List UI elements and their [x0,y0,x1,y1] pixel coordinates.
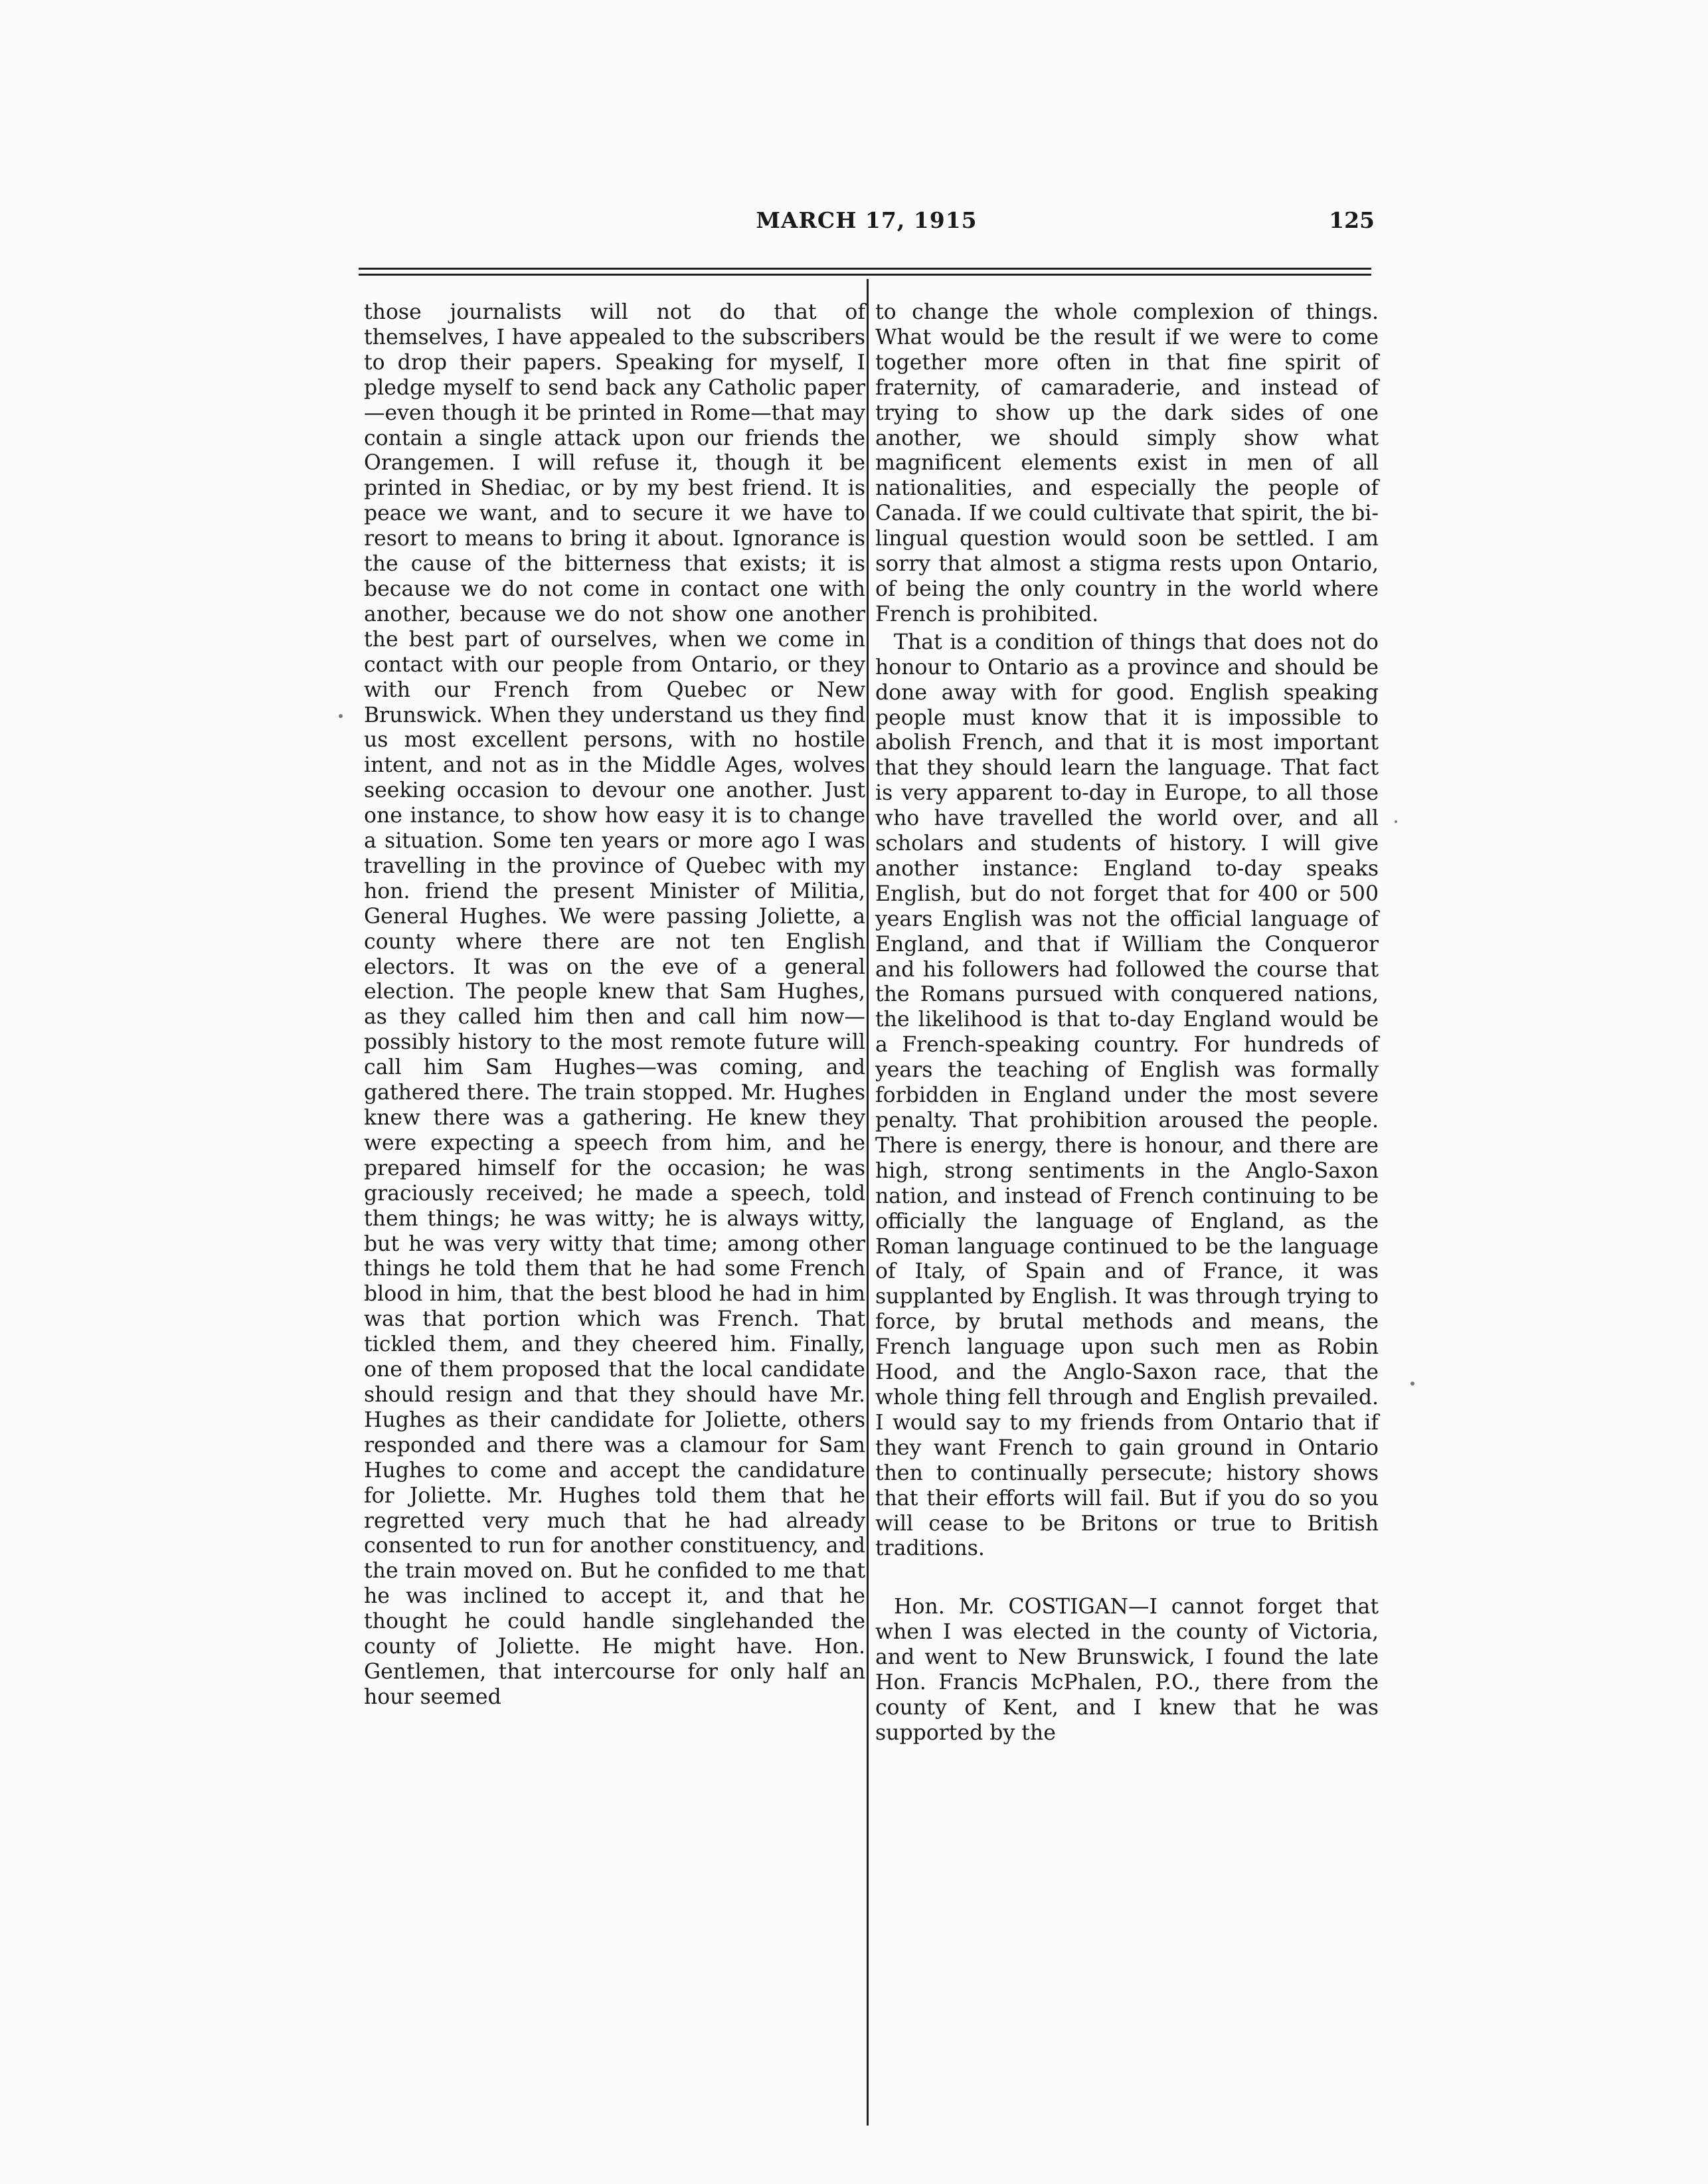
page-header [359,207,1375,247]
left-column [364,300,865,1710]
left-column-paragraph: those journalists will not do that of themselves, I have appealed to the subscribers to drop their papers. Speaking for myself, I pledge myself to send back any Catholic paper—even though it be printed in Rome—that may contain a single attack upon our friends the Orangemen. I will refuse it, though it be printed in Shediac, or by my best friend. It is peace we want, and to secure it we have to resort to means to bring it about. Ignorance is the cause of the bitterness that exists; it is because we do not come in contact one with another, because we do not show one another the best part of ourselves, when we come in contact with our people from Ontario, or they with our French from Quebec or New Brunswick. When they understand us they find us most excellent persons, with no hostile intent, and not as in the Middle Ages, wolves seeking occasion to devour one another. Just one instance, to show how easy it is to change a situation. Some ten years or more ago I was travelling in the province of Quebec with my hon. friend the present Minister of Militia, General Hughes. We were passing Joliette, a county where there are not ten English electors. It was on the eve of a general election. The people knew that Sam Hughes, as they called him then and call him now—possibly history to the most remote future will call him Sam Hughes—was coming, and gathered there. The train stopped. Mr. Hughes knew there was a gathering. He knew they were expecting a speech from him, and he prepared himself for the occasion; he was graciously received; he made a speech, told them things; he was witty; he is always witty, but he was very witty that time; among other things he told them that he had some French blood in him, that the best blood he had in him was that portion which was French. That tickled them, and they cheered him. Finally, one of them proposed that the local candidate should resign and that they should have Mr. Hughes as their candidate for Joliette, others responded and there was a clamour for Sam Hughes to come and accept the candidature for Joliette. Mr. Hughes told them that he regretted very much that he had already consented to run for another constituency, and the train moved on. But he confided to me that he was inclined to accept it, and that he thought he could handle singlehanded the county of Joliette. He might have. Hon. Gentlemen, that intercourse for only half an hour seemed [364,300,865,1709]
scan-speck [339,714,343,718]
header-rule-top [359,268,1371,270]
scan-speck [1395,820,1397,823]
column-divider [867,279,869,2126]
costigan-speech-paragraph: Hon. Mr. COSTIGAN—I cannot forget that when I was elected in the county of Victoria, and went to New Brunswick, I found the late Hon. Francis McPhalen, P.O., there from the county of Kent, and I knew that he was supported by the [875,1595,1379,1745]
right-column [875,300,1379,1746]
right-column-paragraph-1: to change the whole complexion of things. What would be the result if we were to come together more often in that fine spirit of fraternity, of camaraderie, and instead of trying to show up the dark sides of one another, we should simply show what magnificent elements exist in men of all nationalities, and especially the people of Canada. If we could cultivate that spirit, the bi-lingual question would soon be settled. I am sorry that almost a stigma rests upon Ontario, of being the only country in the world where French is prohibited. [875,300,1379,626]
page-date-title: MARCH 17, 1915 [756,207,978,233]
right-column-paragraph-2: That is a condition of things that does not do honour to Ontario as a province and should be done away with for good. English speaking people must know that it is impossible to abolish French, and that it is most important that they should learn the language. That fact is very apparent to-day in Europe, to all those who have travelled the world over, and all scholars and students of history. I will give another instance: England to-day speaks English, but do not forget that for 400 or 500 years English was not the official language of England, and that if William the Conqueror and his followers had followed the course that the Romans pursued with conquered nations, the likelihood is that to-day England would be a French-speaking country. For hundreds of years the teaching of English was formally forbidden in England under the most severe penalty. That prohibition aroused the people. There is energy, there is honour, and there are high, strong sentiments in the Anglo-Saxon nation, and instead of French continuing to be officially the language of England, as the Roman language continued to be the language of Italy, of Spain and of France, it was supplanted by English. It was through trying to force, by brutal methods and means, the French language upon such men as Robin Hood, and the Anglo-Saxon race, that the whole thing fell through and English prevailed. I would say to my friends from Ontario that if they want French to gain ground in Ontario then to continually persecute; history shows that their efforts will fail. But if you do so you will cease to be Britons or true to British traditions. [875,630,1379,1561]
header-rule-bottom [359,274,1371,276]
page-number: 125 [1329,207,1375,233]
scan-speck [1410,1382,1414,1386]
